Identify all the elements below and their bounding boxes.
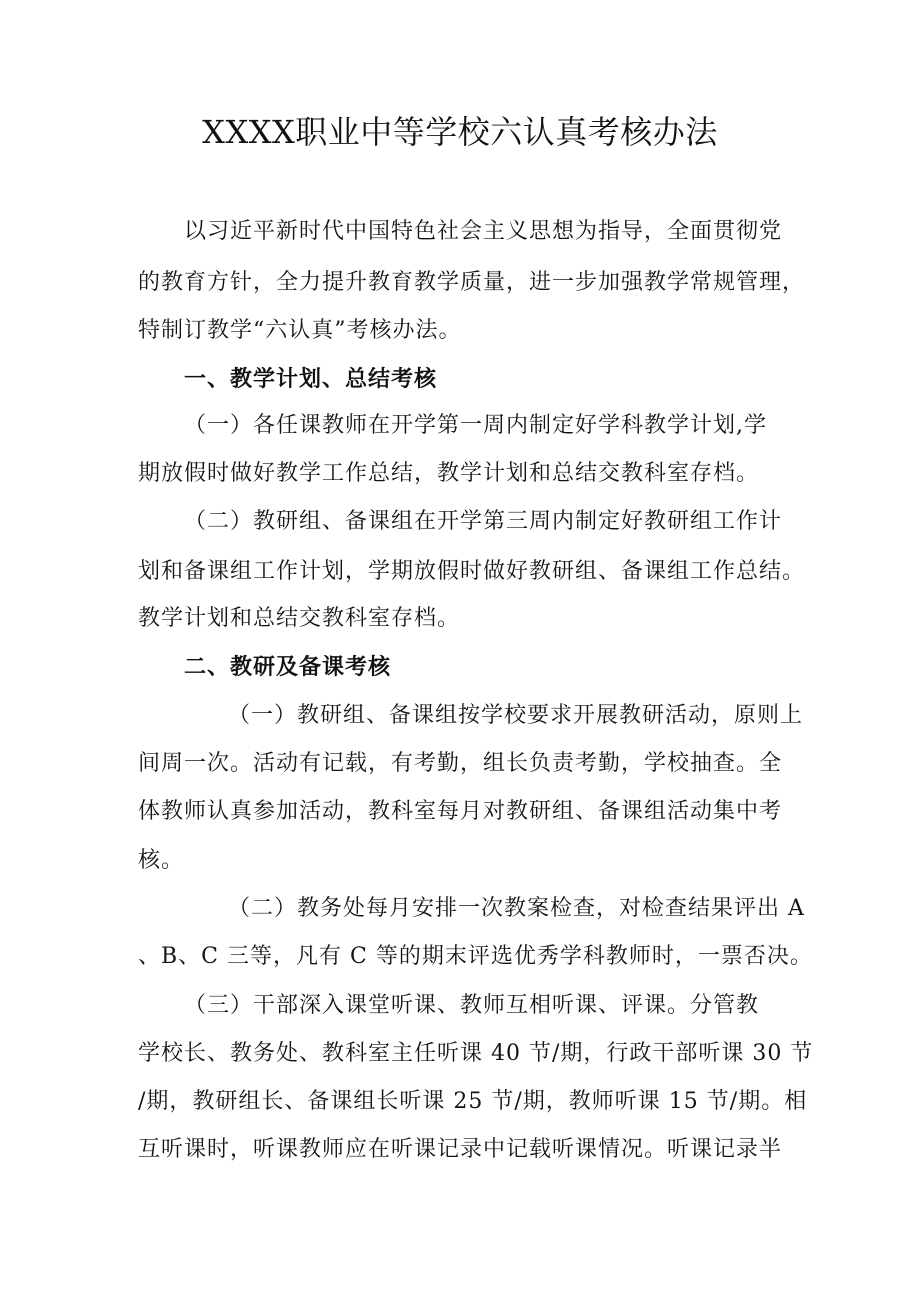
section-2-item-3-line-4: 互听课时，听课教师应在听课记录中记载听课情况。听课记录半	[138, 1137, 783, 1162]
section-2-item-2-line-1: （二）教务处每月安排一次教案检查，对检查结果评出 A	[228, 896, 805, 921]
section-1-item-2-line-1: （二）教研组、备课组在开学第三周内制定好教研组工作计	[184, 509, 783, 534]
section-1-heading: 一、教学计划、总结考核	[184, 367, 438, 392]
section-2-heading: 二、教研及备课考核	[184, 655, 392, 680]
intro-line-2: 的教育方针，全力提升教育教学质量，进一步加强教学常规管理，	[138, 270, 806, 295]
section-1-item-1-line-2: 期放假时做好教学工作总结，教学计划和总结交教科室存档。	[138, 461, 760, 486]
section-2-item-1-line-4: 核。	[138, 848, 185, 873]
section-1-item-1-line-1: （一）各任课教师在开学第一周内制定好学科教学计划,学	[184, 413, 767, 438]
section-2-item-2-line-2: 、B、C 三等，凡有 C 等的期末评选优秀学科教师时，一票否决。	[138, 944, 813, 969]
section-2-item-1-line-1: （一）教研组、备课组按学校要求开展教研活动，原则上	[228, 703, 804, 728]
section-2-item-3-line-1: （三）干部深入课堂听课、教师互相听课、评课。分管教	[184, 993, 760, 1018]
intro-line-1: 以习近平新时代中国特色社会主义思想为指导，全面贯彻党	[184, 219, 783, 244]
section-2-item-3-line-2: 学校长、教务处、教科室主任听课 40 节/期，行政干部听课 30 节	[138, 1041, 814, 1066]
section-2-item-1-line-2: 间周一次。活动有记载，有考勤，组长负责考勤，学校抽查。全	[138, 751, 783, 776]
section-1-item-2-line-2: 划和备课组工作计划，学期放假时做好教研组、备课组工作总结。	[138, 559, 806, 584]
document-title: XXXX职业中等学校六认真考核办法	[202, 113, 718, 151]
section-1-item-2-line-3: 教学计划和总结交教科室存档。	[138, 606, 461, 631]
intro-line-3: 特制订教学“六认真”考核办法。	[138, 318, 462, 343]
section-2-item-3-line-3: /期，教研组长、备课组长听课 25 节/期，教师听课 15 节/期。相	[138, 1089, 808, 1114]
section-2-item-1-line-3: 体教师认真参加活动，教科室每月对教研组、备课组活动集中考	[138, 799, 783, 824]
